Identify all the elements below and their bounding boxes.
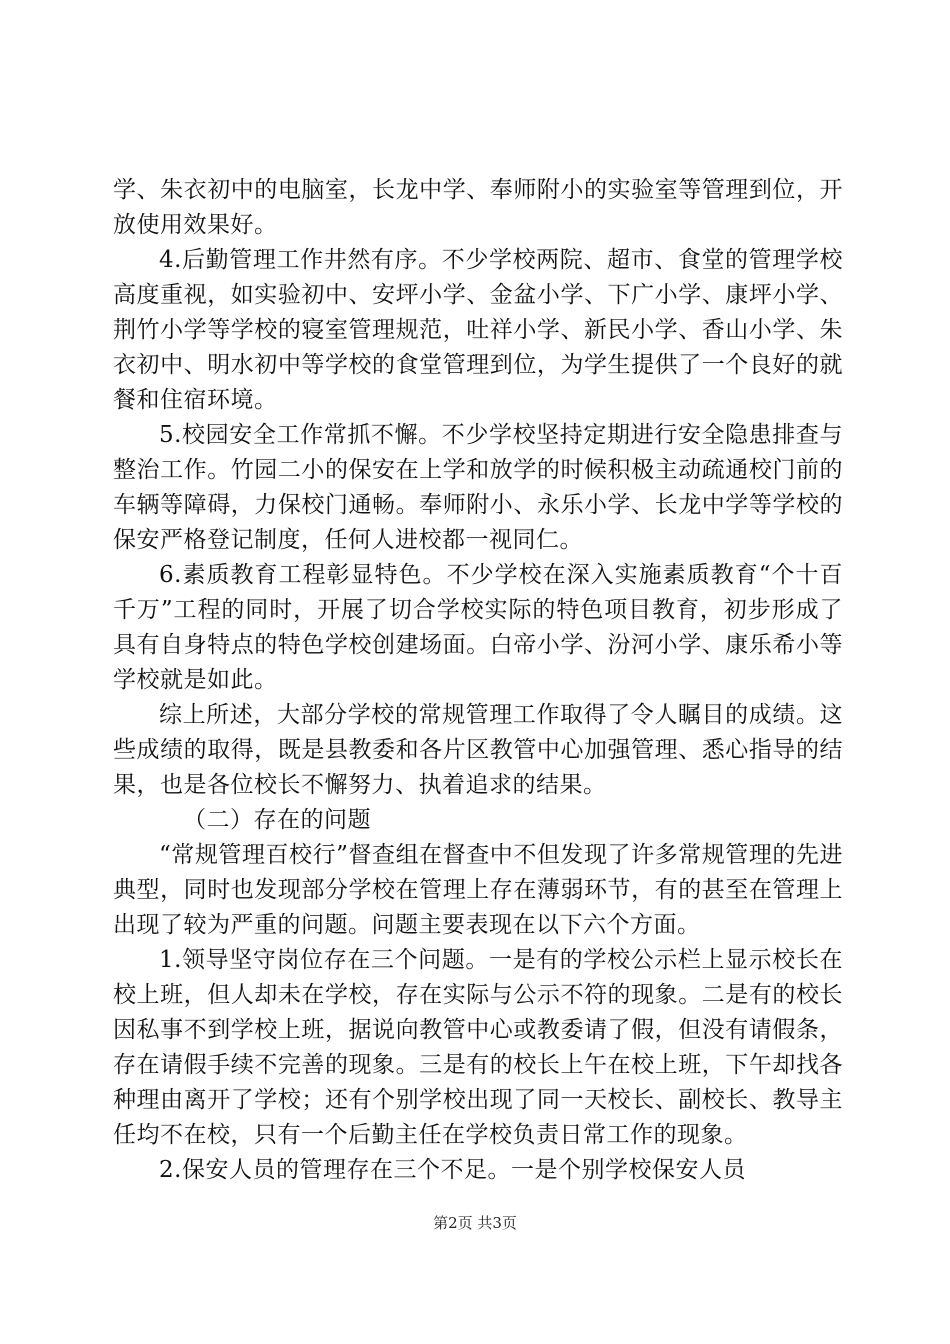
paragraph-summary: 综上所述，大部分学校的常规管理工作取得了令人瞩目的成绩。这些成绩的取得，既是县教委和各片区教管中心加强管理、悉心指导的结果，也是各位校长不懈努力、执着追求的结果。 xyxy=(113,702,843,798)
paragraph-leadership: 1.领导坚守岗位存在三个问题。一是有的学校公示栏上显示校长在校上班，但人却未在学校，存在实际与公示不符的现象。二是有的校长因私事不到学校上班，据说向教管中心或教委请了假，但没有请假条，存在请假手续不完善的现象。三是有的校长上午在校上班，下午却找各种理由离开了学校；还有个别学校出现了同一天校长、副校长、教导主任均不在校，只有一个后勤主任在学校负责日常工作的现象。 xyxy=(113,947,843,1148)
paragraph-security-staff: 2.保安人员的管理存在三个不足。一是个别学校保安人员 xyxy=(159,1157,746,1183)
paragraph-safety: 5.校园安全工作常抓不懈。不少学校坚持定期进行安全隐患排查与整治工作。竹园二小的保安在上学和放学的时候积极主动疏通校门前的车辆等障碍，力保校门通畅。奉师附小、永乐小学、长龙中学等学校的保安严格登记制度，任何人进校都一视同仁。 xyxy=(113,422,843,553)
paragraph-quality-education: 6.素质教育工程彰显特色。不少学校在深入实施素质教育“个十百千万”工程的同时，开展了切合学校实际的特色项目教育，初步形成了具有自身特点的特色学校创建场面。白帝小学、汾河小学、康乐希小等学校就是如此。 xyxy=(113,562,843,693)
section-heading-problems: （二）存在的问题 xyxy=(183,807,371,833)
paragraph-continuation: 学、朱衣初中的电脑室，长龙中学、奉师附小的实验室等管理到位，开放使用效果好。 xyxy=(113,177,843,238)
page-footer: 第2页 共3页 xyxy=(433,1214,517,1232)
paragraph-logistics: 4.后勤管理工作井然有序。不少学校两院、超市、食堂的管理学校高度重视，如实验初中、安坪小学、金盆小学、下广小学、康坪小学、荆竹小学等学校的寝室管理规范，吐祥小学、新民小学、香山小学、朱衣初中、明水初中等学校的食堂管理到位，为学生提供了一个良好的就餐和住宿环境。 xyxy=(113,247,843,413)
paragraph-problems-intro: “常规管理百校行”督查组在督查中不但发现了许多常规管理的先进典型，同时也发现部分学校在管理上存在薄弱环节，有的甚至在管理上出现了较为严重的问题。问题主要表现在以下六个方面。 xyxy=(113,842,843,938)
document-body xyxy=(113,173,843,1188)
